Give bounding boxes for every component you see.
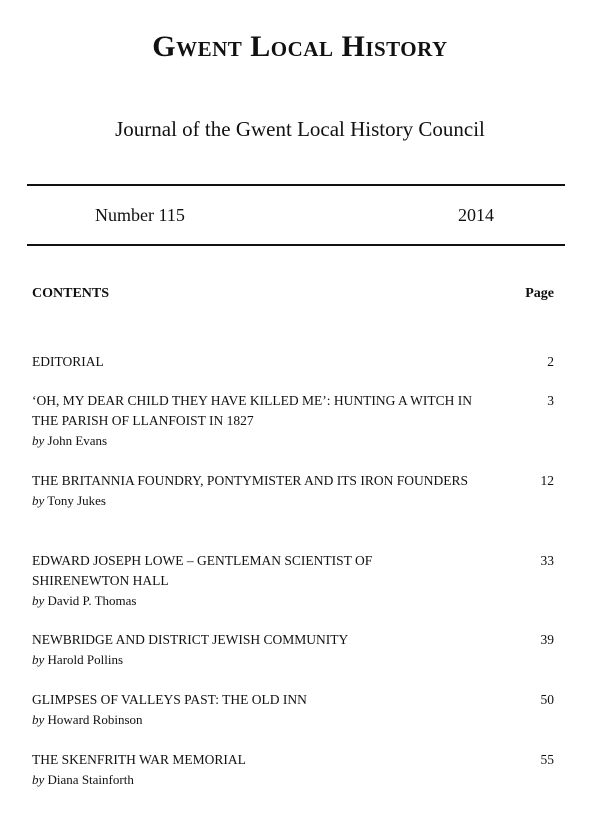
toc-entry-page: 55 xyxy=(540,752,554,767)
toc-entry-page: 12 xyxy=(540,473,554,488)
contents-header xyxy=(32,286,554,302)
toc-entry-title: ‘OH, MY DEAR CHILD THEY HAVE KILLED ME’: HUNTING A WITCH IN THE PARISH OF LLANFOIST IN 1827 xyxy=(32,393,472,428)
toc-entry-page: 2 xyxy=(547,354,554,369)
journal-subtitle: Journal of the Gwent Local History Council xyxy=(115,117,485,141)
toc-entry-author: Diana Stainforth xyxy=(47,772,134,787)
toc-entry-page: 50 xyxy=(540,692,554,707)
toc-entry-witch xyxy=(32,391,554,451)
toc-entry-title: THE BRITANNIA FOUNDRY, PONTYMISTER AND ITS IRON FOUNDERS xyxy=(32,473,468,488)
toc-entry-page: 33 xyxy=(540,553,554,568)
toc-entry-author: Harold Pollins xyxy=(47,652,124,667)
toc-entry-skenfrith xyxy=(32,750,554,790)
toc-entry-author-line xyxy=(32,770,554,790)
toc-entry-title: EDITORIAL xyxy=(32,354,104,369)
toc-entry-page: 39 xyxy=(540,632,554,647)
toc-entry-author: David P. Thomas xyxy=(47,593,137,608)
toc-entry-title: EDWARD JOSEPH LOWE – GENTLEMAN SCIENTIST OF SHIRENEWTON HALL xyxy=(32,553,373,588)
toc-entry-author-line xyxy=(32,431,554,451)
by-label: by xyxy=(32,712,45,727)
toc-entry-title: GLIMPSES OF VALLEYS PAST: THE OLD INN xyxy=(32,692,307,707)
journal-title: Gwent Local History xyxy=(152,30,448,63)
toc-entry-author-line xyxy=(32,491,554,511)
toc-entry-britannia xyxy=(32,471,554,511)
by-label: by xyxy=(32,493,45,508)
toc-entry-author-line xyxy=(32,710,554,730)
by-label: by xyxy=(32,652,45,667)
by-label: by xyxy=(32,433,45,448)
toc-entry-author-line xyxy=(32,650,554,670)
by-label: by xyxy=(32,593,45,608)
bottom-rule xyxy=(27,244,565,246)
toc-entry-newbridge xyxy=(32,630,554,670)
toc-entry-page: 3 xyxy=(547,393,554,408)
top-rule xyxy=(27,184,565,186)
toc-entry-title: THE SKENFRITH WAR MEMORIAL xyxy=(32,752,246,767)
issue-number: Number 115 xyxy=(95,205,185,225)
toc-entry-author: Howard Robinson xyxy=(47,712,143,727)
contents-heading: CONTENTS xyxy=(32,286,110,301)
toc-entry-author: Tony Jukes xyxy=(47,493,106,508)
toc-entry-title: NEWBRIDGE AND DISTRICT JEWISH COMMUNITY xyxy=(32,632,349,647)
issue-year: 2014 xyxy=(458,205,494,225)
toc-entry-author: John Evans xyxy=(47,433,108,448)
toc-entry-editorial xyxy=(32,352,554,372)
toc-entry-old-inn xyxy=(32,690,554,730)
page-heading: Page xyxy=(525,286,554,301)
toc-entry-author-line xyxy=(32,591,554,611)
by-label: by xyxy=(32,772,45,787)
toc-entry-lowe xyxy=(32,551,554,611)
